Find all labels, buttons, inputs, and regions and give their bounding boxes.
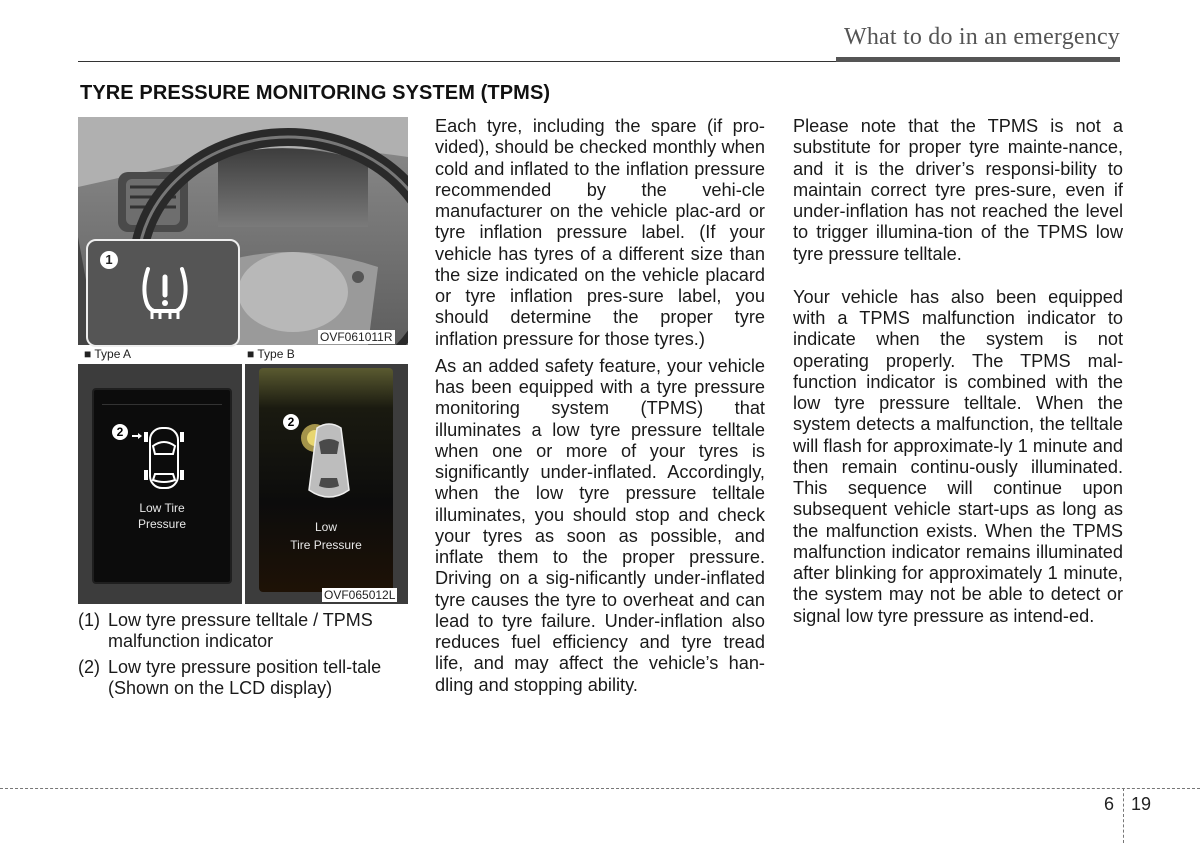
caption-text: Low tyre pressure telltale / TPMS malfunction indicator (108, 610, 373, 651)
type-b-display-line2: Tire Pressure (290, 538, 362, 552)
car-3d-icon (299, 418, 359, 508)
middle-column (435, 116, 765, 696)
caption-number: (1) (78, 610, 100, 630)
figure-captions (78, 610, 408, 699)
figure2-code: OVF065012L (324, 588, 396, 602)
running-header: What to do in an emergency (844, 24, 1120, 50)
type-a-lcd (92, 388, 232, 584)
caption-item (78, 610, 408, 652)
type-b-label: ■ Type B (247, 347, 295, 361)
car-top-view-icon (130, 420, 190, 496)
paragraph: Please note that the TPMS is not a substitute for proper tyre mainte-nance, and it is the driver’s responsi-bility to maintain correct tyre pres-sure, even if under-inflation has not reached the level to trigger illumina-tion of the TPMS low tyre pressure telltale. (793, 116, 1123, 264)
header-bar (836, 57, 1120, 62)
type-a-display-line1: Low Tire (139, 501, 185, 515)
callout-number-2b: 2 (283, 414, 299, 430)
type-b-display-line1: Low (314, 520, 337, 534)
dashboard-figure (78, 117, 408, 345)
type-a-label: ■ Type A (84, 347, 132, 361)
type-b-display-figure (245, 364, 408, 604)
tpms-telltale-callout (86, 239, 240, 347)
right-column (793, 116, 1123, 627)
paragraph: Each tyre, including the spare (if pro-vided), should be checked monthly when cold and inflated to the inflation pressure recommended by the vehi-cle manufacturer on the vehicle plac-ard or tyre inflation pressure label. (If your vehicle has tyres of a different size than the size indicated on the vehicle placard or tyre inflation pres-sure label, you should determine the proper tyre inflation pressure for those tyres.) (435, 116, 765, 349)
paragraph: As an added safety feature, your vehicle has been equipped with a tyre pressure monitoring system (TPMS) that illuminates a low tyre pressure telltale when one or more of your tyres is significantly under-inflated. Accordingly, when the low tyre pressure telltale illuminates, you should stop and check your tyres as soon as possible, and inflate them to the proper pressure. Driving on a sig-nificantly under-inflated tyre causes the tyre to overheat and can lead to tyre failure. Under-inflation also reduces fuel efficiency and tyre tread life, and may affect the vehicle’s han-dling and stopping ability. (435, 355, 765, 695)
caption-text: Low tyre pressure position tell-tale (Shown on the LCD display) (108, 657, 382, 698)
section-title: TYRE PRESSURE MONITORING SYSTEM (TPMS) (80, 82, 551, 104)
footer-rule (0, 788, 1200, 789)
page-number: 19 (1131, 794, 1152, 814)
caption-number: (2) (78, 657, 100, 677)
tpms-warning-icon (138, 261, 192, 325)
caption-item (78, 657, 408, 699)
lcd-divider (102, 404, 222, 405)
figure1-code: OVF061011R (320, 330, 393, 344)
callout-number-1: 1 (100, 251, 118, 269)
paragraph: Your vehicle has also been equipped with a TPMS malfunction indicator to indicate when the system is not operating properly. The TPMS mal-function indicator is combined with the low tyre pressure telltale. When the system detects a malfunction, the telltale will flash for approximate-ly 1 minute and then remain continu-ously illuminated. This sequence will continue upon subsequent vehicle start-ups as long as the malfunction exists. When the TPMS malfunction indicator remains illuminated after blinking for approximately 1 minute, the system may not be able to detect or signal low tyre pressure as intend-ed. (793, 286, 1123, 626)
type-a-display-figure (78, 364, 242, 604)
type-a-display-line2: Pressure (137, 517, 187, 531)
chapter-number: 6 (1104, 794, 1115, 814)
footer-divider (1123, 788, 1124, 843)
callout-number-2a: 2 (112, 424, 128, 440)
type-b-lcd (259, 368, 393, 592)
